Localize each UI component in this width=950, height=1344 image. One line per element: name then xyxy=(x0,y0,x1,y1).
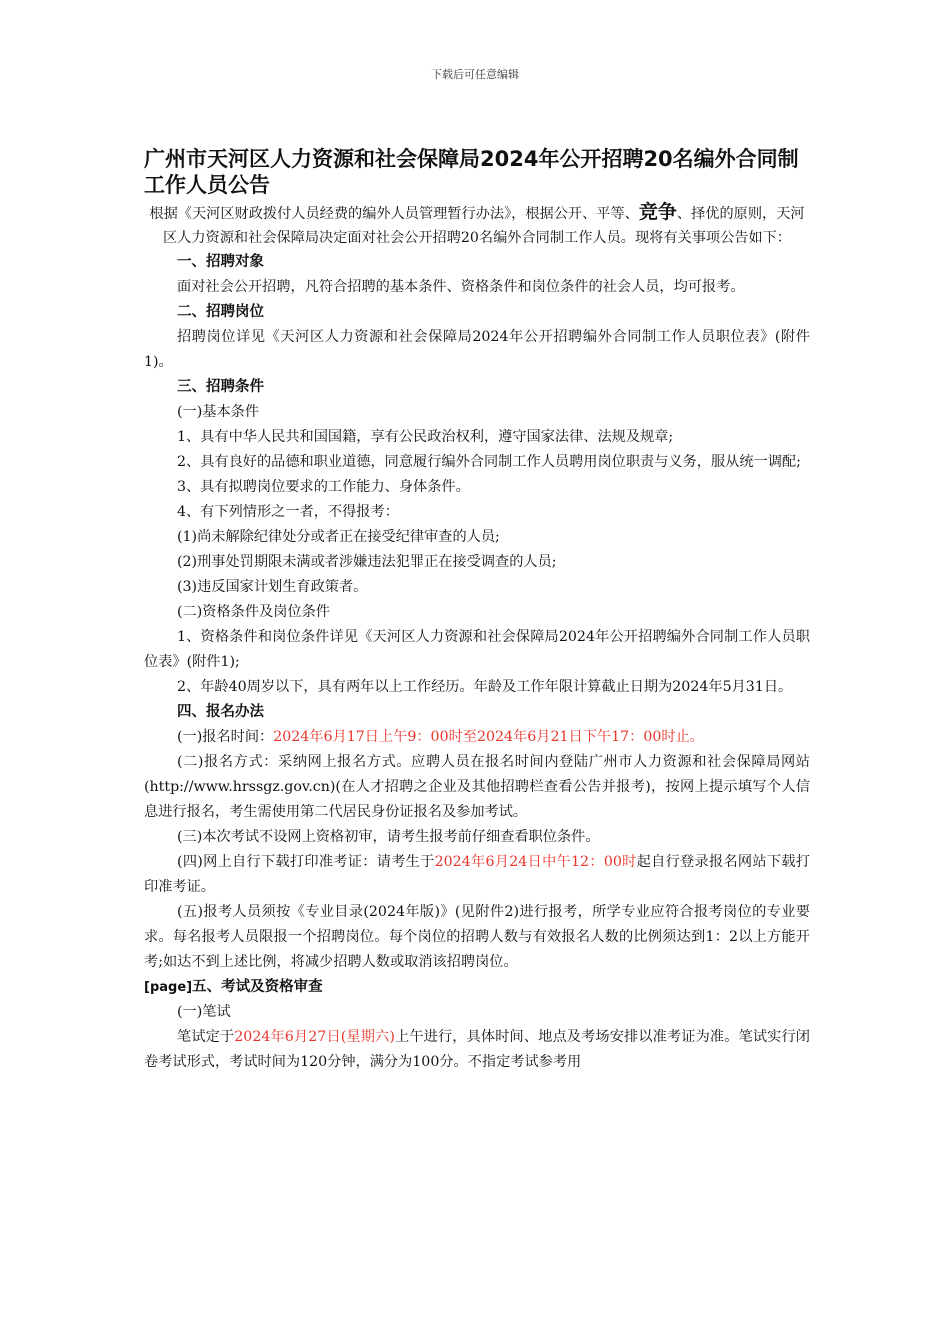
intro-emphasis: 竞争 xyxy=(638,201,677,223)
written-exam xyxy=(144,1025,810,1075)
list-item: 2、年龄40周岁以下，具有两年以上工作经历。年龄及工作年限计算截止日期为2024年5月31日。 xyxy=(177,679,793,695)
section-heading-1: 一、招聘对象 xyxy=(177,254,264,270)
header-note: 下载后可任意编辑 xyxy=(431,68,519,81)
list-item: (3)违反国家计划生育政策者。 xyxy=(177,579,368,595)
admission-ticket xyxy=(144,850,810,900)
registration-time-label: (一)报名时间： xyxy=(177,729,274,745)
written-exam-date: 2024年6月27日(星期六) xyxy=(234,1029,395,1045)
paragraph: (五)报考人员须按《专业目录(2024年版)》(见附件2)进行报考，所学专业应符合报考岗位的专业要求。每名报考人员限报一个招聘岗位。每个岗位的招聘人数与有效报名人数的比例须达到1：2以上方能开考;如达不到上述比例，将减少招聘人数或取消该招聘岗位。 xyxy=(144,904,810,970)
document-body xyxy=(144,146,810,1075)
paragraph: (三)本次考试不设网上资格初审，请考生报考前仔细查看职位条件。 xyxy=(177,829,600,845)
section-heading-3: 三、招聘条件 xyxy=(177,379,264,395)
registration-time-value: 2024年6月17日上午9：00时至2024年6月21日下午17：00时止。 xyxy=(273,729,704,745)
list-item: (2)刑事处罚期限未满或者涉嫌违法犯罪正在接受调查的人员; xyxy=(177,554,557,570)
written-exam-label: 笔试定于 xyxy=(177,1029,235,1045)
registration-time xyxy=(144,725,810,750)
admission-ticket-label: (四)网上自行下载打印准考证：请考生于 xyxy=(177,854,435,870)
section-heading-5 xyxy=(144,975,810,1000)
admission-ticket-time: 2024年6月24日中午12：00时 xyxy=(434,854,637,870)
intro-text-2: 、择优的原则，天河区人力资源和社会保障局决定面对社会公开招聘20名编外合同制工作人员。现将有关事项公告如下： xyxy=(162,206,805,246)
page-marker: [page] xyxy=(144,980,193,995)
list-item: 1、具有中华人民共和国国籍，享有公民政治权利，遵守国家法律、法规及规章; xyxy=(177,429,674,445)
list-item: 1、资格条件和岗位条件详见《天河区人力资源和社会保障局2024年公开招聘编外合同制工作人员职位表》(附件1); xyxy=(144,629,810,670)
list-item: 4、有下列情形之一者，不得报考： xyxy=(177,504,399,520)
subheading: (一)笔试 xyxy=(177,1004,231,1020)
section-heading-4: 四、报名办法 xyxy=(177,704,264,720)
written-exam-rest: 上午进行，具体时间、地点及考场安排以准考证为准。笔试实行闭卷考试形式，考试时间为120分钟，满分为100分。不指定考试参考用 xyxy=(144,1029,810,1070)
page-title: 广州市天河区人力资源和社会保障局2024年公开招聘20名编外合同制工作人员公告 xyxy=(144,147,799,197)
paragraph: 招聘岗位详见《天河区人力资源和社会保障局2024年公开招聘编外合同制工作人员职位表》(附件1)。 xyxy=(144,329,810,370)
list-item: (1)尚未解除纪律处分或者正在接受纪律审查的人员; xyxy=(177,529,500,545)
admission-ticket-rest: 起自行登录报名网站下载打印准考证。 xyxy=(144,854,810,895)
list-item: 3、具有拟聘岗位要求的工作能力、身体条件。 xyxy=(177,479,470,495)
intro-text-1: 根据《天河区财政拨付人员经费的编外人员管理暂行办法》，根据公开、平等、 xyxy=(149,206,639,222)
paragraph: 面对社会公开招聘，凡符合招聘的基本条件、资格条件和岗位条件的社会人员，均可报考。 xyxy=(177,279,745,295)
intro-paragraph xyxy=(144,200,810,250)
subheading: (二)资格条件及岗位条件 xyxy=(177,604,330,620)
section-heading-2: 二、招聘岗位 xyxy=(177,304,264,320)
list-item: 2、具有良好的品德和职业道德，同意履行编外合同制工作人员聘用岗位职责与义务，服从统一调配; xyxy=(177,454,801,470)
registration-method: (二)报名方式：采纳网上报名方式。应聘人员在报名时间内登陆广州市人力资源和社会保障局网站(http://www.hrssgz.gov.cn)(在人才招聘之企业及其他招聘栏查看公告并报考)，按网上提示填写个人信息进行报名，考生需使用第二代居民身份证报名及参加考试。 xyxy=(144,754,810,820)
section-heading-5-text: 五、考试及资格审查 xyxy=(192,979,323,995)
subheading: (一)基本条件 xyxy=(177,404,260,420)
